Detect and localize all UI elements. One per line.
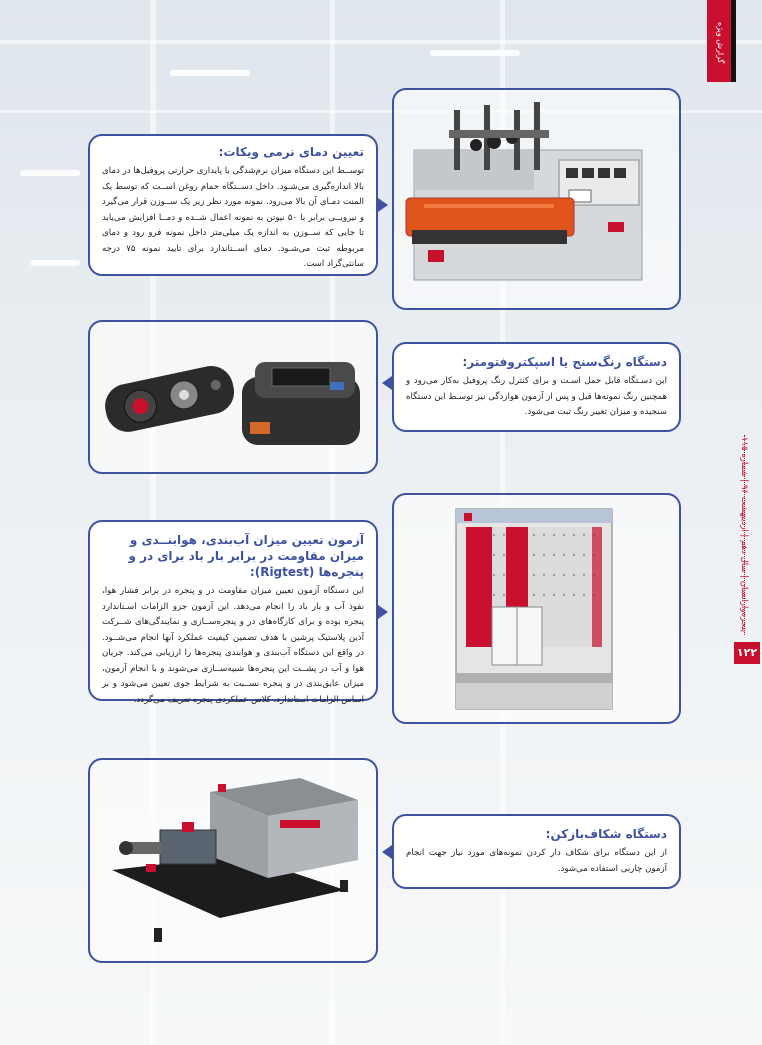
spectro-image-panel — [88, 320, 378, 474]
notch-cutter-image — [90, 760, 376, 961]
section-body: این دسـتگاه قابل حمل اسـت و برای کنترل رنگ پروفیل به‌کار می‌رود و همچنین رنگ نمونه‌ها قبل و پس از آزمون هوازدگی نیز توسـط این دستگاه سنجیده و میزان تغییر رنگ ثبت می‌شود. — [406, 376, 667, 417]
spectro-text-box — [392, 342, 681, 432]
background-light — [170, 70, 250, 76]
spectrophotometer-image — [90, 322, 376, 472]
pointer-arrow — [378, 198, 388, 212]
section-title: دستگاه شکاف‌بازکن: — [545, 827, 667, 841]
section-title: تعیین دمای نرمی ویکات: — [218, 145, 364, 159]
notch-image-panel — [88, 758, 378, 963]
vicat-machine-image — [394, 90, 679, 308]
magazine-issue-line: پنجره‌وارانسان | سال دهم | اردیبهشت ۹۶ | شماره ۱۱۵ — [739, 437, 749, 633]
background-light — [430, 50, 520, 56]
pointer-arrow — [382, 376, 392, 390]
vicat-image-panel — [392, 88, 681, 310]
section-body: توســط این دستگاه میزان نرم‌شدگی یا پایداری حرارتی پروفیل‌ها در دمای بالا اندازه‌گیری می‌شـود. داخل دســتگاه حمام روغن اســت که توسط یک المنت دمـای آن بالا می‌رود. نمونه مورد نظر زیر یک ســوزن قرار می‌گیرد و نیرویــی برابر با ۵۰ نیوتن به نمونه اعمال شــده و دمــا افزایش می‌یابد تا جایی که ســوزن به اندازه یک میلی‌متر داخل نمونه فرو رود و دمای مربوطه ثبت می‌شـود. دمای اســتاندارد برای تایید نمونه ۷۵ درجه سانتی‌گراد است. — [102, 166, 364, 269]
page-number: ۱۲۲ — [734, 642, 760, 664]
section-title: آزمون تعیین میزان آب‌بندی، هوابنــدی و میزان مقاومت در برابر بار باد برای در و پنجره‌ها (Rigtest): — [128, 533, 364, 579]
rigtest-chamber-image — [394, 495, 679, 722]
section-body: این دستگاه آزمون تعیین میزان مقاومت در و پنجره در برابر فشار هوا، نفوذ آب و بار باد را انجام می‌دهد. این آزمون جزو الزامات اسـتاندارد پنجره بوده و برای کارگاه‌های در و پنجره‌ســازی و نمایندگی‌های شــرکت آذین پلاستیک پرشین با هدف تضمین کیفیت عملکرد آنها انجام می‌شــود. در واقع این دستگاه آب‌بندی و هوابندی پنجره‌ها را ارزیابی می‌کند. جریان هوا و آب در پشــت این پنجره‌ها شبیه‌ســازی می‌شوند و با انجام آزمون، میزان عایق‌بندی در و پنجره نســبت به شرایط جوی تعیین می‌شود و بر اساس الزامات استاندارد، کلاس عملکردی پنجره تعریف می‌گردد. — [102, 586, 364, 705]
background-light — [20, 170, 80, 176]
rigtest-image-panel — [392, 493, 681, 724]
pointer-arrow — [382, 845, 392, 859]
vicat-text-box — [88, 134, 378, 276]
rigtest-text-box — [88, 520, 378, 705]
notch-text-box — [392, 814, 681, 889]
section-ribbon-edge — [731, 0, 736, 82]
pointer-arrow — [378, 605, 388, 619]
background-light — [30, 260, 80, 266]
section-label: گزارش ویژه — [716, 22, 725, 64]
section-title: دستگاه رنگ‌سنج یا اسپکتروفتومتر: — [462, 355, 667, 369]
section-body: از این دستگاه برای شکاف دار کردن نمونه‌های مورد نیاز جهت انجام آزمون چاربی استفاده می‌شود. — [406, 848, 667, 874]
background-beam — [0, 40, 762, 44]
